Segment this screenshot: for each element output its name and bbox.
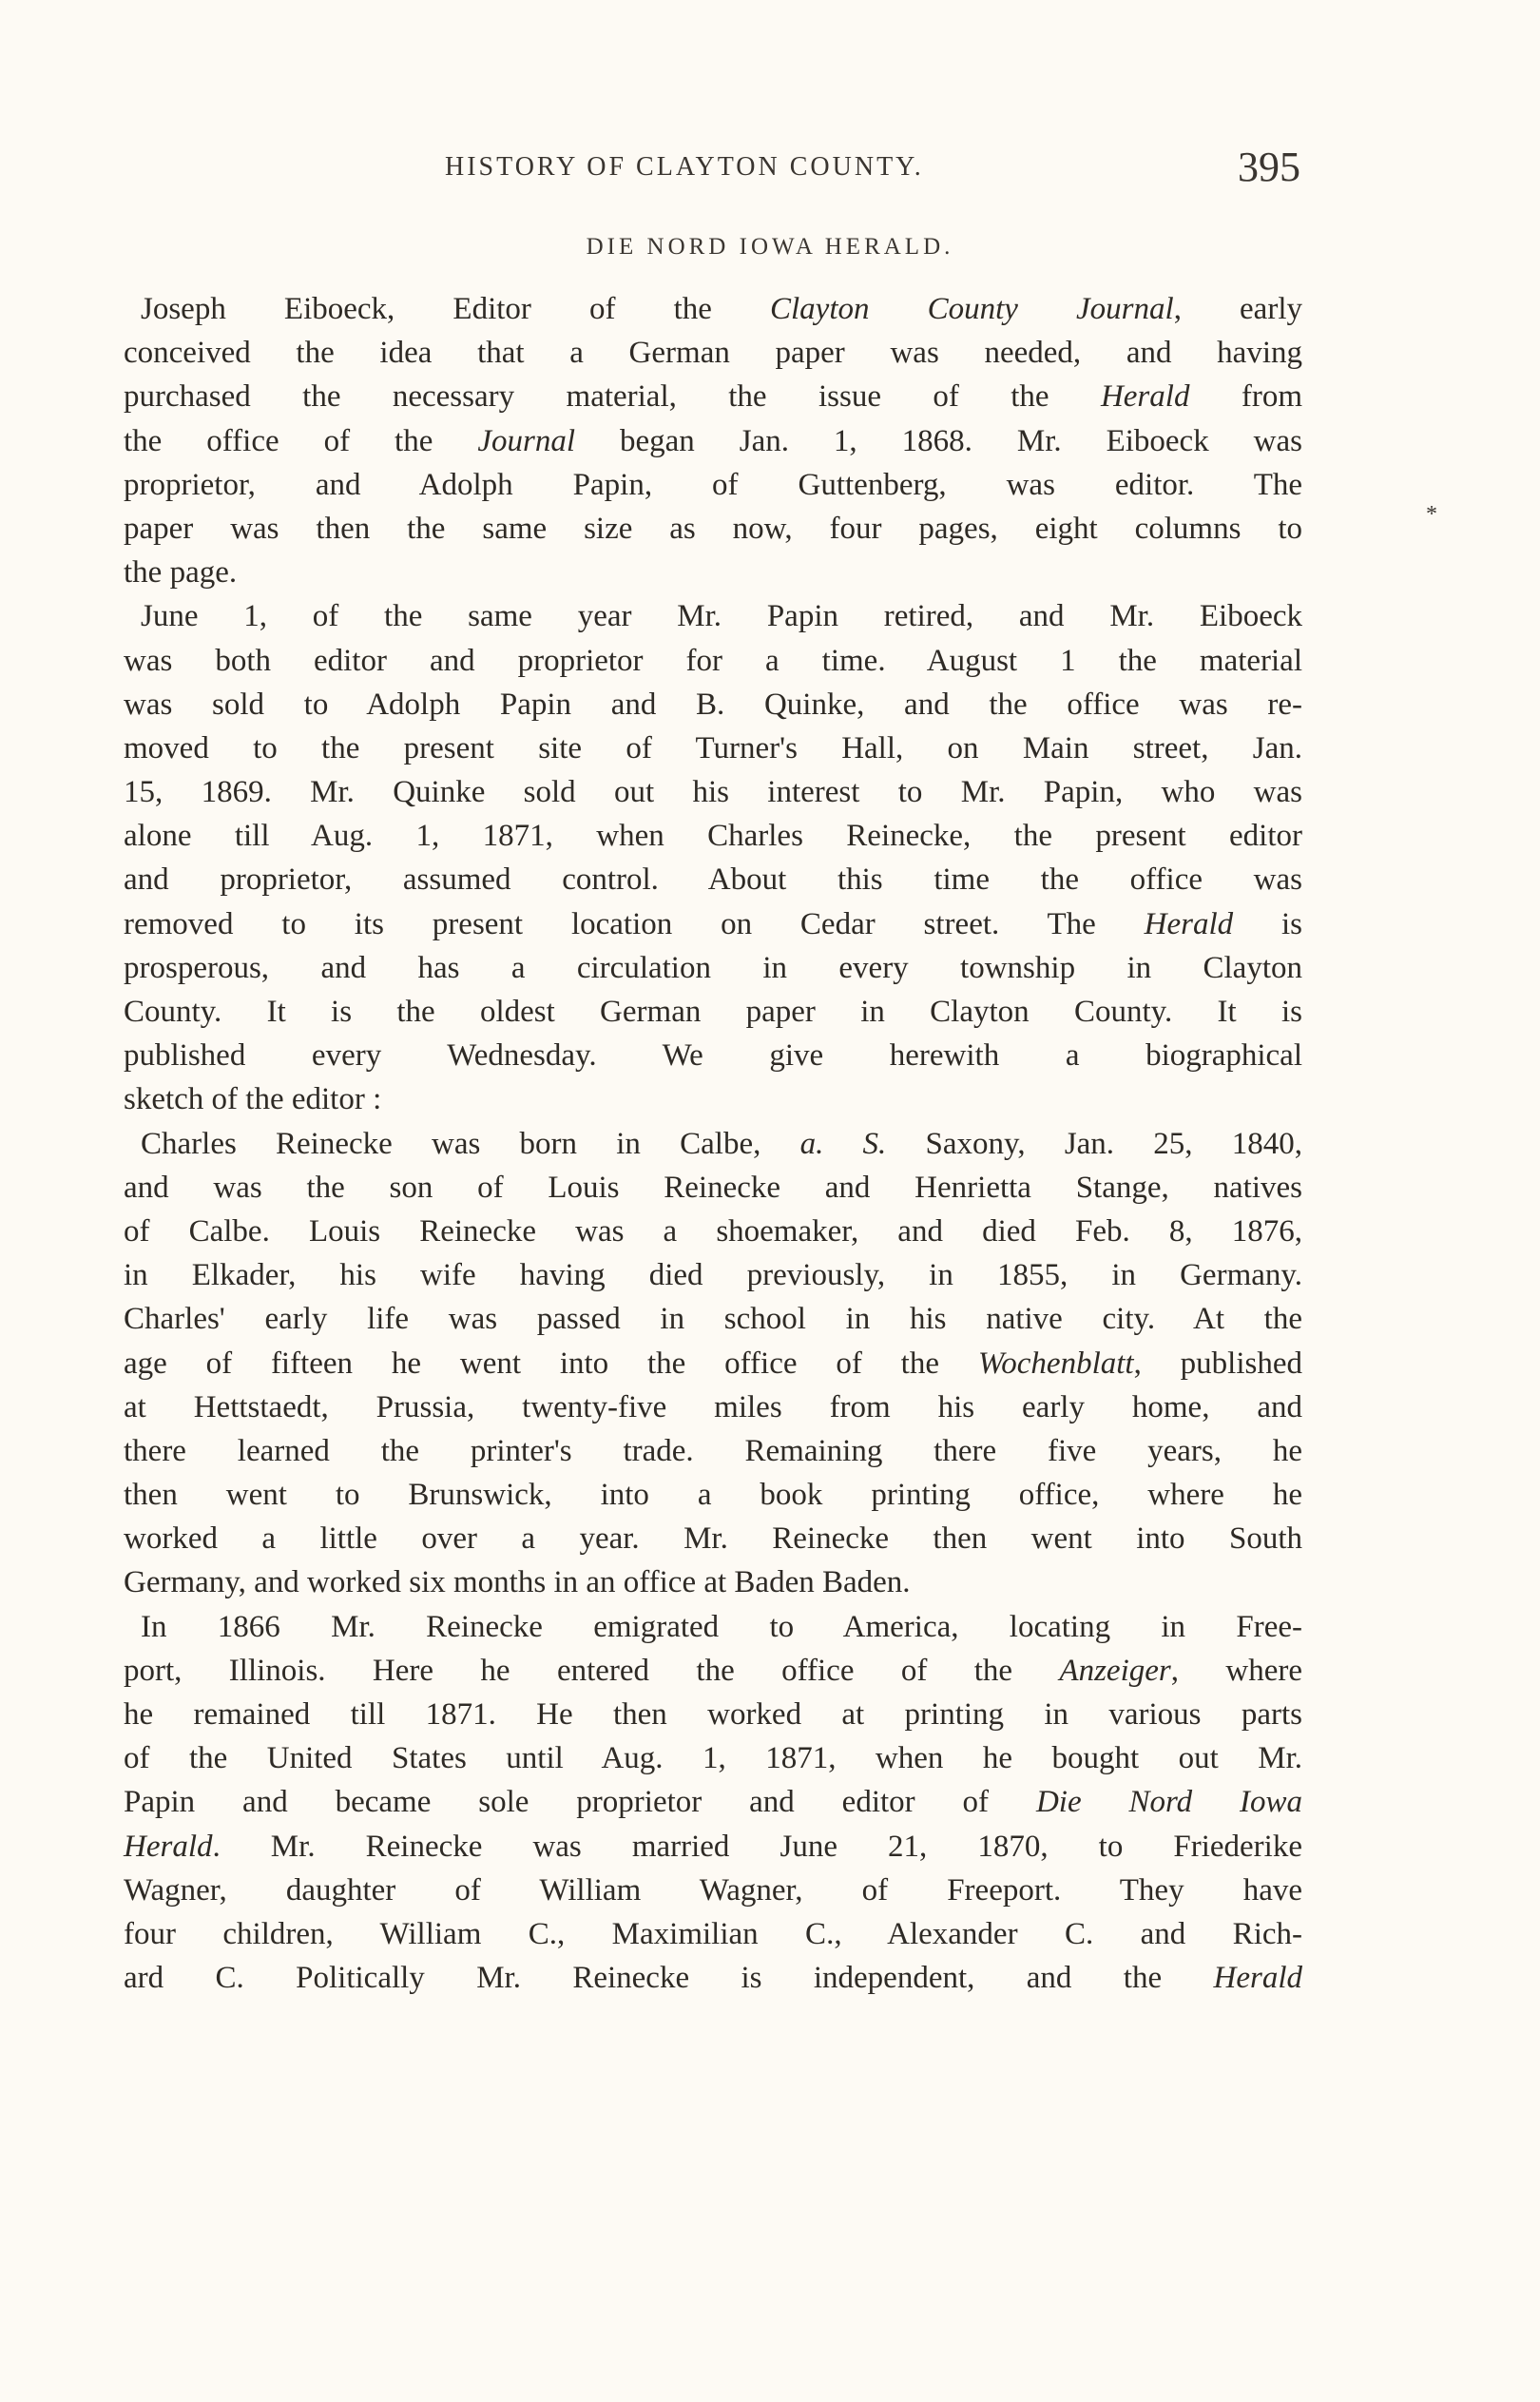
italic-title: Herald: [124, 1829, 213, 1864]
text-run: was sold to Adolph Papin and B. Quinke, and the office was re-: [124, 687, 1302, 722]
page-number: 395: [1238, 144, 1300, 190]
text-line: [124, 1210, 1302, 1253]
margin-mark: *: [1426, 502, 1437, 527]
italic-title: Die Nord Iowa: [1035, 1785, 1302, 1820]
body-text: [124, 287, 1302, 2000]
text-run: port, Illinois. Here he entered the office of the: [124, 1653, 1060, 1688]
text-line: [124, 287, 1302, 331]
text-line: [124, 1517, 1302, 1560]
text-run: worked a little over a year. Mr. Reinecke then went into South: [124, 1521, 1302, 1557]
text-line: [124, 507, 1302, 551]
text-run: moved to the present site of Turner's Hall, on Main street, Jan.: [124, 730, 1302, 765]
text-line: [124, 1912, 1302, 1956]
text-run: then went to Brunswick, into a book printing office, where he: [124, 1478, 1302, 1513]
text-run: June 1, of the same year Mr. Papin retired, and Mr. Eiboeck: [141, 599, 1302, 634]
text-run: , early: [1173, 292, 1302, 326]
italic-title: Journal: [477, 423, 575, 458]
text-run: in Elkader, his wife having died previously, in 1855, in Germany.: [124, 1258, 1302, 1293]
text-line: [124, 1429, 1302, 1473]
text-line: [124, 1649, 1302, 1693]
text-run: In 1866 Mr. Reinecke emigrated to America, locating in Free-: [141, 1609, 1302, 1644]
text-run: began Jan. 1, 1868. Mr. Eiboeck was: [575, 423, 1302, 458]
italic-title: Herald: [1213, 1961, 1302, 1996]
text-run: of Calbe. Louis Reinecke was a shoemaker, and died Feb. 8, 1876,: [124, 1213, 1302, 1249]
text-line: [124, 1693, 1302, 1736]
italic-title: a. S.: [799, 1126, 887, 1161]
text-line: [124, 902, 1302, 946]
italic-title: Clayton County Journal: [770, 292, 1174, 326]
section-title: DIE NORD IOWA HERALD.: [586, 234, 954, 260]
text-run: Joseph Eiboeck, Editor of the: [141, 292, 770, 326]
text-line: [124, 858, 1302, 901]
text-run: purchased the necessary material, the issue of the: [124, 379, 1101, 415]
text-line: [124, 814, 1302, 858]
text-run: Charles Reinecke was born in Calbe,: [141, 1126, 800, 1161]
text-run: alone till Aug. 1, 1871, when Charles Reinecke, the present editor: [124, 819, 1302, 854]
text-line: [124, 1297, 1302, 1341]
text-run: at Hettstaedt, Prussia, twenty-five miles from his early home, and: [124, 1389, 1302, 1424]
text-run: is: [1233, 906, 1303, 941]
text-run: the office of the: [124, 423, 478, 458]
text-run: Germany, and worked six months in an office at Baden Baden.: [124, 1565, 911, 1600]
text-line: [124, 726, 1302, 770]
text-run: there learned the printer's trade. Remaining there five years, he: [124, 1433, 1302, 1468]
text-run: Charles' early life was passed in school in his native city. At the: [124, 1302, 1302, 1337]
text-line: [124, 551, 1302, 594]
text-run: the page.: [124, 555, 238, 591]
text-line: [124, 946, 1302, 990]
text-line: [124, 990, 1302, 1034]
text-run: proprietor, and Adolph Papin, of Guttenberg, was editor. The: [124, 467, 1302, 502]
text-line: [124, 1342, 1302, 1385]
text-run: ard C. Politically Mr. Reinecke is independent, and the: [124, 1961, 1214, 1996]
text-line: [124, 594, 1302, 638]
text-line: [124, 331, 1302, 375]
text-line: [124, 1736, 1302, 1780]
text-run: of the United States until Aug. 1, 1871, when he bought out Mr.: [124, 1741, 1302, 1776]
text-run: Wagner, daughter of William Wagner, of Freeport. They have: [124, 1872, 1302, 1908]
text-run: removed to its present location on Cedar street. The: [124, 906, 1145, 941]
text-line: [124, 1077, 1302, 1121]
text-run: County. It is the oldest German paper in Clayton County. It is: [124, 995, 1302, 1029]
italic-title: Wochenblatt: [977, 1346, 1134, 1381]
text-line: [124, 1780, 1302, 1824]
text-run: paper was then the same size as now, four pages, eight columns to: [124, 511, 1302, 546]
text-run: and was the son of Louis Reinecke and Henrietta Stange, natives: [124, 1170, 1302, 1205]
text-line: [124, 1253, 1302, 1297]
text-line: [124, 1385, 1302, 1429]
text-line: [124, 770, 1302, 814]
text-line: [124, 1122, 1302, 1166]
text-line: [124, 639, 1302, 683]
text-run: from: [1189, 379, 1302, 415]
italic-title: Anzeiger: [1059, 1653, 1171, 1688]
text-line: [124, 1560, 1302, 1604]
text-run: prosperous, and has a circulation in every township in Clayton: [124, 950, 1302, 985]
text-line: [124, 1825, 1302, 1869]
running-title: HISTORY OF CLAYTON COUNTY.: [445, 152, 924, 182]
text-line: [124, 419, 1302, 463]
text-run: 15, 1869. Mr. Quinke sold out his interest to Mr. Papin, who was: [124, 775, 1302, 810]
running-head: [122, 143, 1300, 200]
text-run: . Mr. Reinecke was married June 21, 1870, to Friederike: [212, 1829, 1302, 1864]
text-run: four children, William C., Maximilian C., Alexander C. and Rich-: [124, 1916, 1302, 1951]
text-run: age of fifteen he went into the office of the: [124, 1346, 978, 1381]
text-run: , published: [1133, 1346, 1302, 1381]
text-run: sketch of the editor :: [124, 1082, 382, 1117]
text-run: , where: [1170, 1653, 1302, 1688]
text-run: Papin and became sole proprietor and editor of: [124, 1785, 1036, 1820]
text-run: Saxony, Jan. 25, 1840,: [886, 1126, 1302, 1161]
text-line: [124, 1166, 1302, 1210]
text-line: [124, 463, 1302, 507]
text-run: published every Wednesday. We give herewith a biographical: [124, 1038, 1302, 1074]
text-line: [124, 375, 1302, 418]
text-run: was both editor and proprietor for a time. August 1 the material: [124, 643, 1302, 678]
text-line: [124, 1605, 1302, 1649]
text-line: [124, 683, 1302, 726]
text-line: [124, 1956, 1302, 2000]
italic-title: Herald: [1100, 379, 1190, 415]
text-run: conceived the idea that a German paper was needed, and having: [124, 336, 1302, 371]
text-line: [124, 1869, 1302, 1912]
text-run: he remained till 1871. He then worked at printing in various parts: [124, 1697, 1302, 1732]
text-line: [124, 1473, 1302, 1517]
text-run: and proprietor, assumed control. About this time the office was: [124, 862, 1302, 898]
italic-title: Herald: [1144, 906, 1234, 941]
text-line: [124, 1034, 1302, 1077]
